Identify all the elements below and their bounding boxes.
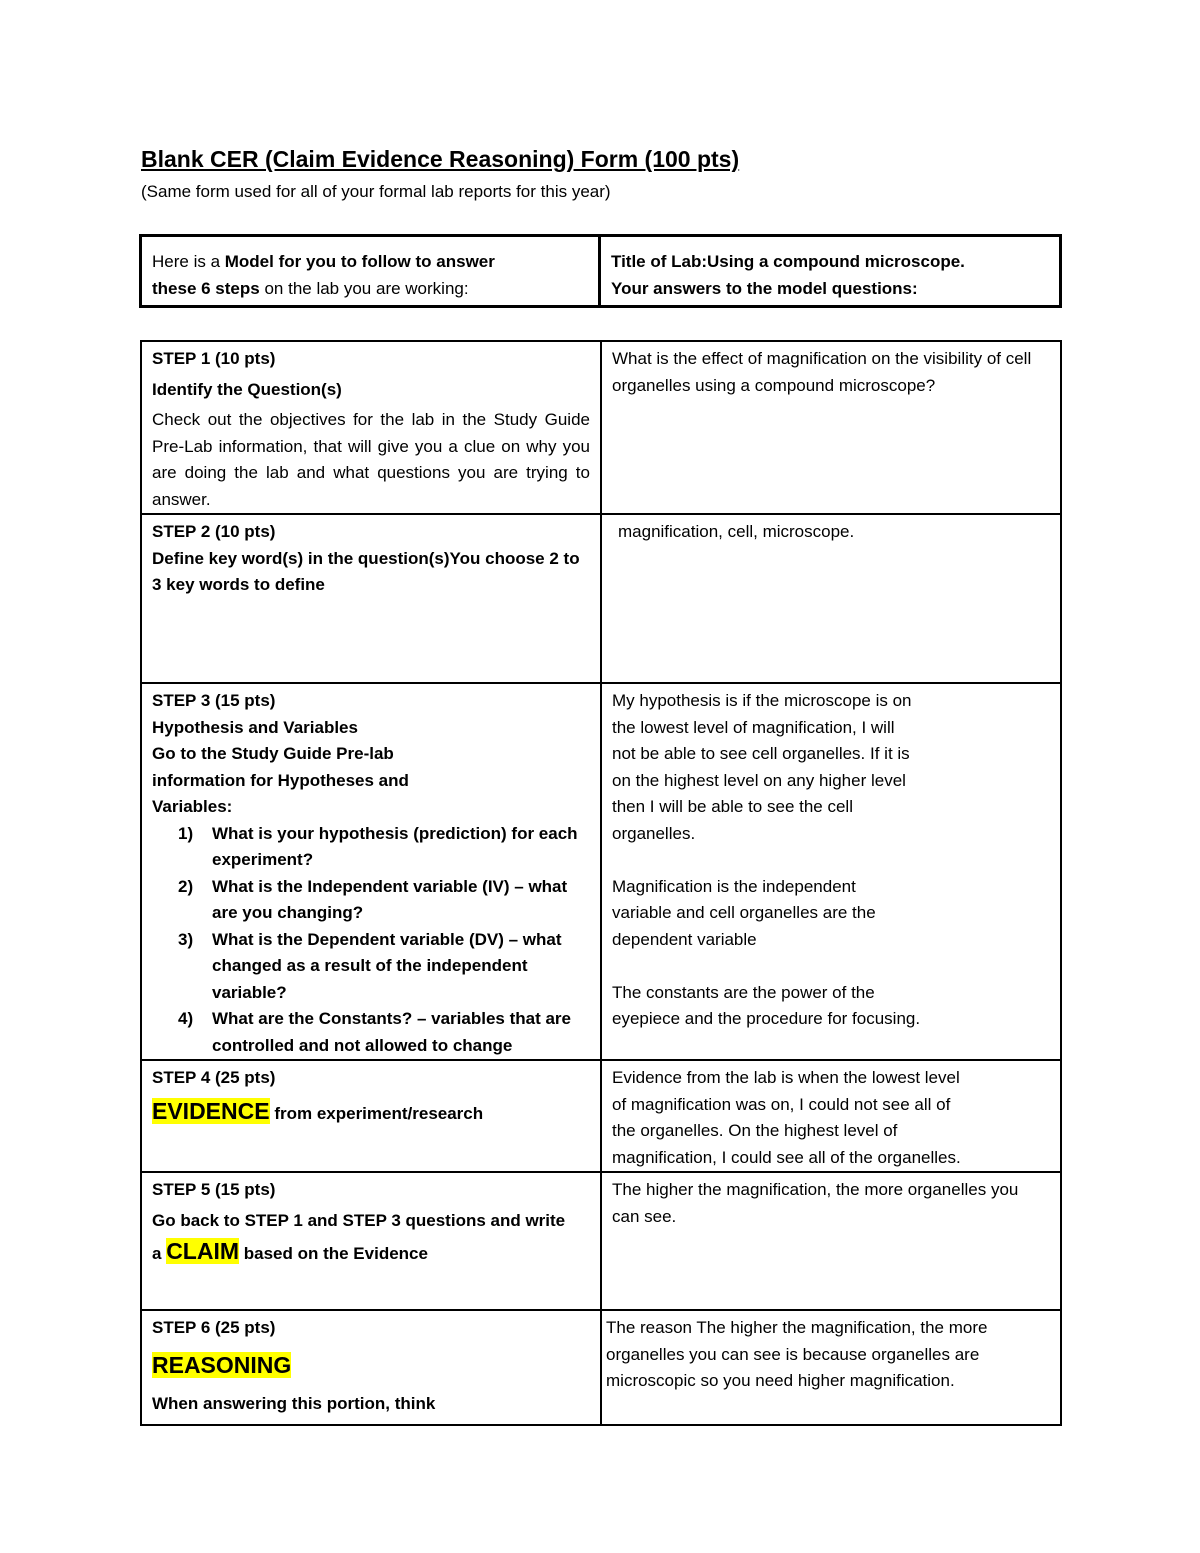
claim-highlight: CLAIM [166, 1238, 240, 1264]
evidence-highlight: EVIDENCE [152, 1097, 270, 1124]
step-5-row [141, 1172, 1061, 1310]
model-instructions-cell: Here is a Model for you to follow to answer these 6 steps on the lab you are working: [141, 236, 600, 307]
step-5-answer: The higher the magnification, the more organelles you can see. [601, 1172, 1061, 1310]
step-4-prompt: STEP 4 (25 pts) EVIDENCE from experiment/research [141, 1060, 601, 1172]
page-subtitle: (Same form used for all of your formal lab reports for this year) [141, 182, 611, 201]
step-1-answer: What is the effect of magnification on the visibility of cell organelles using a compound microscope? [601, 341, 1061, 514]
step-6-answer: The reason The higher the magnification, the more organelles you can see is because organelles are microscopic so you need higher magnification. [601, 1310, 1061, 1425]
step-5-prompt: STEP 5 (15 pts) Go back to STEP 1 and STEP 3 questions and write a CLAIM based on the Evidence [141, 1172, 601, 1310]
step-2-answer: magnification, cell, microscope. [601, 514, 1061, 683]
answers-label: Your answers to the model questions: [611, 278, 918, 298]
step-6-prompt: STEP 6 (25 pts) REASONING When answering this portion, think [141, 1310, 601, 1425]
list-item: 1) What is your hypothesis (prediction) for each experiment? [178, 823, 578, 869]
cer-steps-table [140, 340, 1062, 1426]
model-header-table [139, 234, 1062, 308]
page-title: Blank CER (Claim Evidence Reasoning) Form (100 pts) [141, 146, 740, 172]
step-2-row [141, 514, 1061, 683]
list-item: 3) What is the Dependent variable (DV) – what changed as a result of the independent variable? [178, 929, 562, 1002]
step-4-answer: Evidence from the lab is when the lowest level of magnification was on, I could not see all of the organelles. On the highest level of magnification, I could see all of the organelles. [601, 1060, 1061, 1172]
step-1-row [141, 341, 1061, 514]
step-2-prompt: STEP 2 (10 pts) Define key word(s) in the question(s)You choose 2 to 3 key words to define [141, 514, 601, 683]
list-item: 4) What are the Constants? – variables that are controlled and not allowed to change [178, 1009, 571, 1055]
list-item: 2) What is the Independent variable (IV) – what are you changing? [178, 876, 568, 922]
step-1-prompt: STEP 1 (10 pts) Identify the Question(s) Check out the objectives for the lab in the Study Guide Pre-Lab information, that will give you a clue on why you are doing the lab and what questions you are trying to answer. [141, 341, 601, 514]
step-3-row [141, 683, 1061, 1060]
reasoning-highlight: REASONING [152, 1351, 292, 1378]
step-3-questions [152, 821, 590, 1060]
lab-title: Title of Lab:Using a compound microscope. [611, 252, 965, 271]
lab-title-cell [600, 236, 1061, 307]
step-3-prompt: STEP 3 (15 pts) Hypothesis and Variables Go to the Study Guide Pre-lab information for Hypotheses and Variables: 1) What is your hypothesis (prediction) for each experiment? 2) What is the Independent variable (IV) – what are you changing? 3) What is the Dependent variable (DV) – what changed as a result of the independent variable? 4) What are the Constants? – variables that are controlled and not allowed to change [141, 683, 601, 1060]
step-3-answer: My hypothesis is if the microscope is on the lowest level of magnification, I will not be able to see cell organelles. If it is on the highest level on any higher level then I will be able to see the cell organelles. Magnification is the independent variable and cell organelles are the dependent variable The constants are the power of the eyepiece and the procedure for focusing. [601, 683, 1061, 1060]
step-4-row [141, 1060, 1061, 1172]
step-6-row [141, 1310, 1061, 1425]
